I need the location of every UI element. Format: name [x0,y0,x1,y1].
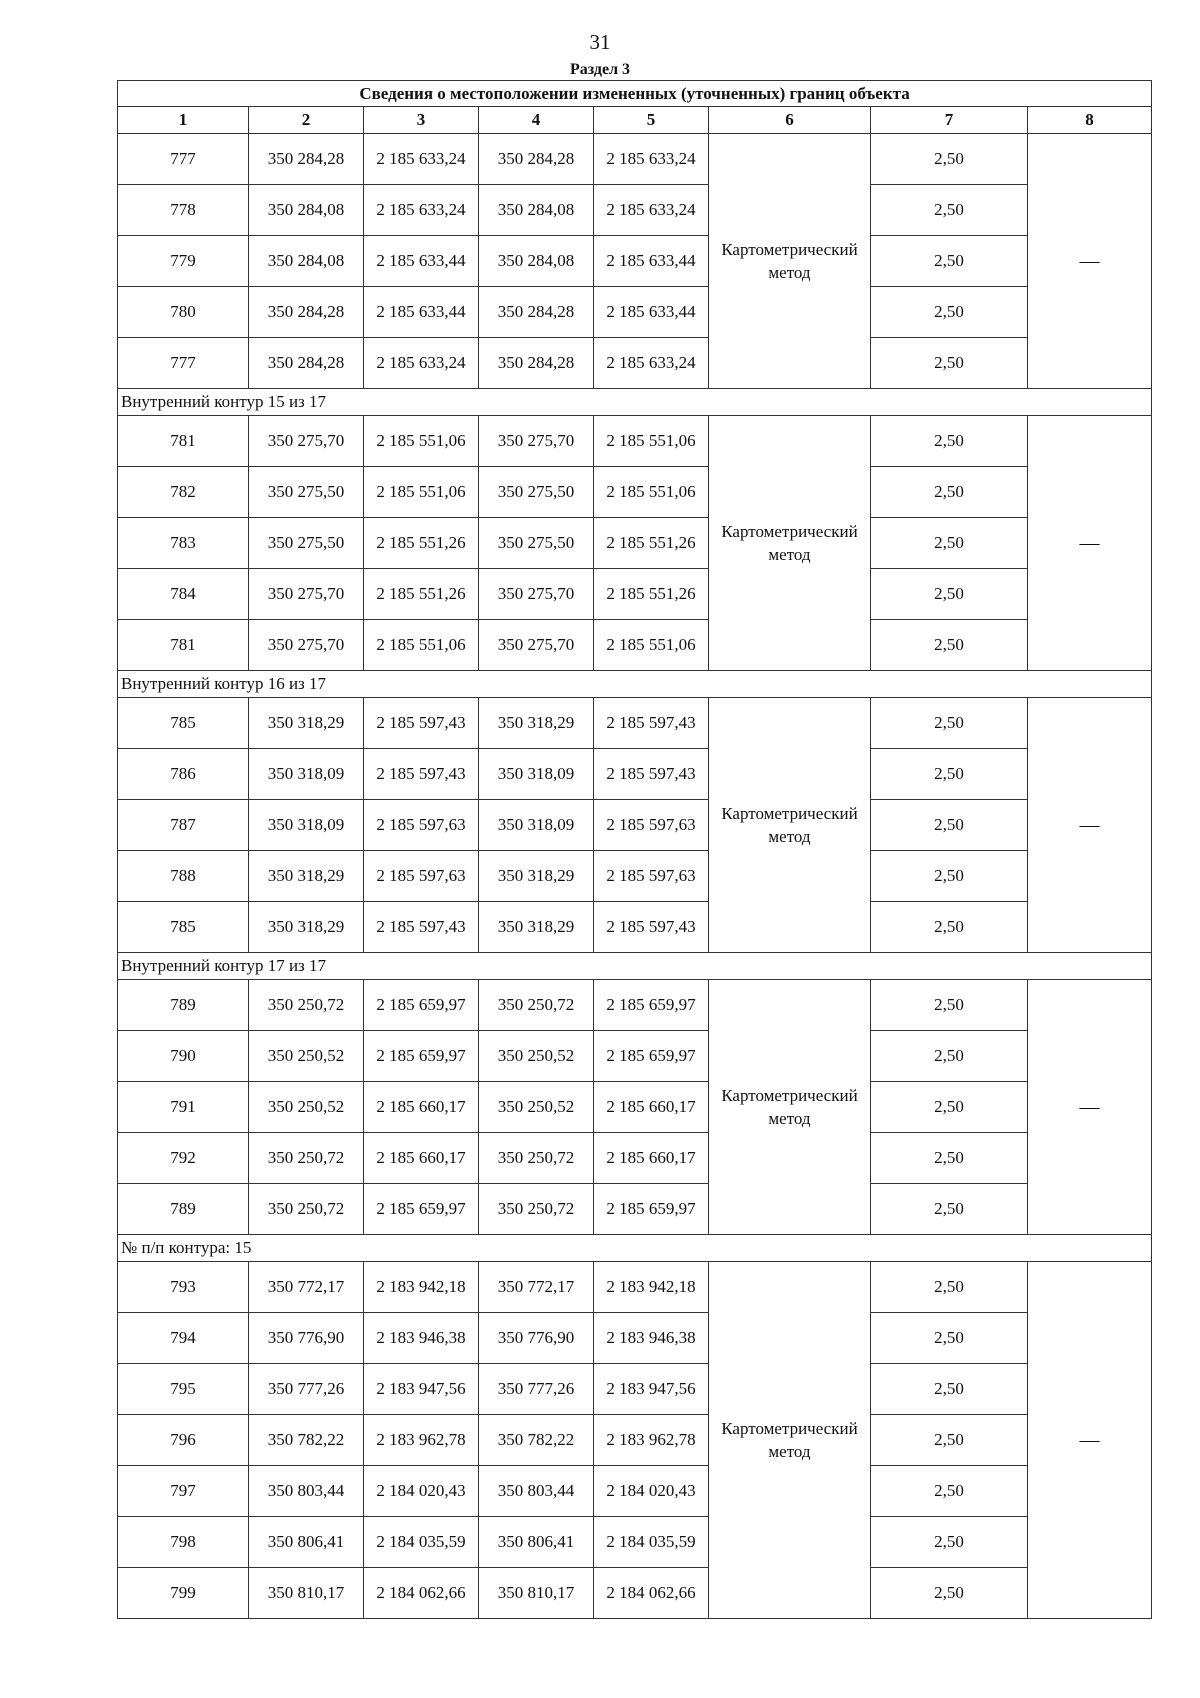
precision-cell: 2,50 [871,1568,1028,1619]
y-coordinate-cell: 2 185 659,97 [594,1184,709,1235]
table-caption: Сведения о местоположении измененных (уточненных) границ объекта [118,81,1152,107]
y-coordinate-cell: 2 183 962,78 [364,1415,479,1466]
precision-cell: 2,50 [871,851,1028,902]
table-row [118,749,1152,800]
point-number-cell: 781 [118,620,249,671]
table-row [118,467,1152,518]
x-coordinate-cell: 350 275,70 [249,620,364,671]
y-coordinate-cell: 2 185 633,24 [364,185,479,236]
point-number-cell: 787 [118,800,249,851]
precision-cell: 2,50 [871,287,1028,338]
x-coordinate-cell: 350 250,72 [249,1184,364,1235]
point-number-cell: 784 [118,569,249,620]
table-row [118,1262,1152,1313]
y-coordinate-cell: 2 184 062,66 [364,1568,479,1619]
x-coordinate-cell: 350 275,50 [479,467,594,518]
x-coordinate-cell: 350 806,41 [249,1517,364,1568]
precision-cell: 2,50 [871,1262,1028,1313]
table-row [118,620,1152,671]
y-coordinate-cell: 2 185 659,97 [364,1184,479,1235]
point-number-cell: 796 [118,1415,249,1466]
y-coordinate-cell: 2 185 597,63 [594,851,709,902]
note-cell: — [1028,134,1152,389]
table-row [118,1133,1152,1184]
x-coordinate-cell: 350 810,17 [479,1568,594,1619]
method-cell: Картометрический метод [709,980,871,1235]
point-number-cell: 783 [118,518,249,569]
y-coordinate-cell: 2 185 659,97 [364,980,479,1031]
y-coordinate-cell: 2 185 633,24 [594,134,709,185]
x-coordinate-cell: 350 284,28 [479,338,594,389]
y-coordinate-cell: 2 185 597,43 [364,749,479,800]
x-coordinate-cell: 350 318,09 [249,800,364,851]
point-number-cell: 793 [118,1262,249,1313]
x-coordinate-cell: 350 250,72 [479,1133,594,1184]
table-row [118,851,1152,902]
table-row [118,1184,1152,1235]
precision-cell: 2,50 [871,1031,1028,1082]
table-row [118,1313,1152,1364]
point-number-cell: 777 [118,134,249,185]
precision-cell: 2,50 [871,134,1028,185]
contour-label: Внутренний контур 16 из 17 [118,671,1152,698]
y-coordinate-cell: 2 183 946,38 [594,1313,709,1364]
y-coordinate-cell: 2 183 962,78 [594,1415,709,1466]
point-number-cell: 785 [118,902,249,953]
x-coordinate-cell: 350 250,72 [249,980,364,1031]
y-coordinate-cell: 2 185 659,97 [594,1031,709,1082]
y-coordinate-cell: 2 185 551,26 [364,569,479,620]
x-coordinate-cell: 350 776,90 [249,1313,364,1364]
x-coordinate-cell: 350 250,72 [479,1184,594,1235]
table-row [118,569,1152,620]
x-coordinate-cell: 350 318,29 [479,902,594,953]
table-row [118,287,1152,338]
table-row [118,1415,1152,1466]
x-coordinate-cell: 350 318,29 [249,698,364,749]
y-coordinate-cell: 2 185 551,06 [364,467,479,518]
y-coordinate-cell: 2 183 942,18 [364,1262,479,1313]
x-coordinate-cell: 350 250,52 [479,1031,594,1082]
y-coordinate-cell: 2 185 659,97 [364,1031,479,1082]
table-row [118,980,1152,1031]
x-coordinate-cell: 350 318,29 [479,698,594,749]
point-number-cell: 798 [118,1517,249,1568]
x-coordinate-cell: 350 776,90 [479,1313,594,1364]
x-coordinate-cell: 350 772,17 [249,1262,364,1313]
y-coordinate-cell: 2 185 633,24 [364,134,479,185]
point-number-cell: 789 [118,980,249,1031]
precision-cell: 2,50 [871,800,1028,851]
y-coordinate-cell: 2 185 551,06 [594,620,709,671]
precision-cell: 2,50 [871,1517,1028,1568]
x-coordinate-cell: 350 777,26 [249,1364,364,1415]
note-cell: — [1028,980,1152,1235]
x-coordinate-cell: 350 275,50 [249,467,364,518]
x-coordinate-cell: 350 318,09 [479,749,594,800]
y-coordinate-cell: 2 184 062,66 [594,1568,709,1619]
point-number-cell: 780 [118,287,249,338]
column-number: 4 [479,107,594,134]
point-number-cell: 794 [118,1313,249,1364]
y-coordinate-cell: 2 185 660,17 [594,1082,709,1133]
y-coordinate-cell: 2 185 660,17 [364,1133,479,1184]
table-row [118,416,1152,467]
column-number: 7 [871,107,1028,134]
point-number-cell: 797 [118,1466,249,1517]
x-coordinate-cell: 350 275,50 [249,518,364,569]
column-number: 6 [709,107,871,134]
precision-cell: 2,50 [871,569,1028,620]
column-number: 3 [364,107,479,134]
contour-label-row [118,389,1152,416]
method-cell: Картометрический метод [709,416,871,671]
point-number-cell: 781 [118,416,249,467]
y-coordinate-cell: 2 185 633,44 [594,287,709,338]
x-coordinate-cell: 350 250,72 [479,980,594,1031]
boundary-coordinates-table [117,80,1152,1619]
y-coordinate-cell: 2 183 946,38 [364,1313,479,1364]
x-coordinate-cell: 350 284,08 [249,236,364,287]
x-coordinate-cell: 350 250,72 [249,1133,364,1184]
x-coordinate-cell: 350 275,70 [249,569,364,620]
x-coordinate-cell: 350 275,70 [479,620,594,671]
contour-label-row [118,1235,1152,1262]
y-coordinate-cell: 2 185 633,24 [364,338,479,389]
table-row [118,1031,1152,1082]
x-coordinate-cell: 350 284,28 [479,134,594,185]
note-cell: — [1028,1262,1152,1619]
x-coordinate-cell: 350 772,17 [479,1262,594,1313]
table-row [118,1082,1152,1133]
point-number-cell: 792 [118,1133,249,1184]
method-cell: Картометрический метод [709,698,871,953]
y-coordinate-cell: 2 185 597,43 [594,902,709,953]
precision-cell: 2,50 [871,1184,1028,1235]
point-number-cell: 799 [118,1568,249,1619]
x-coordinate-cell: 350 284,28 [249,287,364,338]
column-number: 1 [118,107,249,134]
y-coordinate-cell: 2 185 551,06 [364,416,479,467]
table-row [118,698,1152,749]
y-coordinate-cell: 2 185 551,06 [594,416,709,467]
x-coordinate-cell: 350 782,22 [249,1415,364,1466]
point-number-cell: 791 [118,1082,249,1133]
precision-cell: 2,50 [871,1364,1028,1415]
x-coordinate-cell: 350 777,26 [479,1364,594,1415]
y-coordinate-cell: 2 185 597,43 [594,698,709,749]
y-coordinate-cell: 2 185 597,43 [594,749,709,800]
x-coordinate-cell: 350 275,70 [479,569,594,620]
precision-cell: 2,50 [871,1466,1028,1517]
precision-cell: 2,50 [871,980,1028,1031]
contour-label: Внутренний контур 17 из 17 [118,953,1152,980]
x-coordinate-cell: 350 803,44 [249,1466,364,1517]
y-coordinate-cell: 2 185 597,43 [364,698,479,749]
precision-cell: 2,50 [871,1415,1028,1466]
x-coordinate-cell: 350 318,09 [249,749,364,800]
contour-label-row [118,671,1152,698]
precision-cell: 2,50 [871,620,1028,671]
table-row [118,800,1152,851]
contour-label: Внутренний контур 15 из 17 [118,389,1152,416]
note-cell: — [1028,416,1152,671]
table-row [118,902,1152,953]
y-coordinate-cell: 2 185 633,24 [594,338,709,389]
y-coordinate-cell: 2 185 551,26 [364,518,479,569]
y-coordinate-cell: 2 185 597,63 [594,800,709,851]
table-row [118,236,1152,287]
precision-cell: 2,50 [871,749,1028,800]
x-coordinate-cell: 350 318,29 [479,851,594,902]
y-coordinate-cell: 2 184 020,43 [364,1466,479,1517]
table-row [118,134,1152,185]
table-row [118,185,1152,236]
point-number-cell: 789 [118,1184,249,1235]
y-coordinate-cell: 2 185 597,43 [364,902,479,953]
x-coordinate-cell: 350 275,70 [249,416,364,467]
x-coordinate-cell: 350 284,28 [479,287,594,338]
x-coordinate-cell: 350 810,17 [249,1568,364,1619]
point-number-cell: 785 [118,698,249,749]
point-number-cell: 790 [118,1031,249,1082]
x-coordinate-cell: 350 318,09 [479,800,594,851]
x-coordinate-cell: 350 806,41 [479,1517,594,1568]
point-number-cell: 782 [118,467,249,518]
note-cell: — [1028,698,1152,953]
contour-label: № п/п контура: 15 [118,1235,1152,1262]
method-cell: Картометрический метод [709,1262,871,1619]
column-number-row [118,107,1152,134]
y-coordinate-cell: 2 185 551,26 [594,518,709,569]
y-coordinate-cell: 2 185 551,06 [594,467,709,518]
precision-cell: 2,50 [871,1082,1028,1133]
y-coordinate-cell: 2 183 942,18 [594,1262,709,1313]
table-row [118,1568,1152,1619]
table-row [118,1466,1152,1517]
table-row [118,338,1152,389]
x-coordinate-cell: 350 284,08 [479,185,594,236]
point-number-cell: 779 [118,236,249,287]
column-number: 2 [249,107,364,134]
y-coordinate-cell: 2 185 551,26 [594,569,709,620]
y-coordinate-cell: 2 185 633,24 [594,185,709,236]
precision-cell: 2,50 [871,185,1028,236]
x-coordinate-cell: 350 782,22 [479,1415,594,1466]
point-number-cell: 777 [118,338,249,389]
point-number-cell: 795 [118,1364,249,1415]
point-number-cell: 778 [118,185,249,236]
precision-cell: 2,50 [871,1133,1028,1184]
x-coordinate-cell: 350 284,08 [249,185,364,236]
y-coordinate-cell: 2 185 660,17 [594,1133,709,1184]
column-number: 8 [1028,107,1152,134]
x-coordinate-cell: 350 250,52 [249,1031,364,1082]
point-number-cell: 788 [118,851,249,902]
y-coordinate-cell: 2 185 597,63 [364,851,479,902]
precision-cell: 2,50 [871,467,1028,518]
x-coordinate-cell: 350 318,29 [249,851,364,902]
x-coordinate-cell: 350 284,28 [249,134,364,185]
x-coordinate-cell: 350 318,29 [249,902,364,953]
y-coordinate-cell: 2 185 660,17 [364,1082,479,1133]
x-coordinate-cell: 350 250,52 [249,1082,364,1133]
point-number-cell: 786 [118,749,249,800]
table-body [118,134,1152,1619]
table-row [118,518,1152,569]
y-coordinate-cell: 2 183 947,56 [364,1364,479,1415]
y-coordinate-cell: 2 185 659,97 [594,980,709,1031]
precision-cell: 2,50 [871,236,1028,287]
y-coordinate-cell: 2 184 035,59 [364,1517,479,1568]
precision-cell: 2,50 [871,1313,1028,1364]
precision-cell: 2,50 [871,416,1028,467]
precision-cell: 2,50 [871,698,1028,749]
y-coordinate-cell: 2 184 035,59 [594,1517,709,1568]
contour-label-row [118,953,1152,980]
table-caption-row [118,81,1152,107]
precision-cell: 2,50 [871,902,1028,953]
y-coordinate-cell: 2 185 633,44 [594,236,709,287]
y-coordinate-cell: 2 183 947,56 [594,1364,709,1415]
x-coordinate-cell: 350 803,44 [479,1466,594,1517]
section-title: Раздел 3 [569,61,631,78]
y-coordinate-cell: 2 184 020,43 [594,1466,709,1517]
table-row [118,1517,1152,1568]
column-number: 5 [594,107,709,134]
x-coordinate-cell: 350 250,52 [479,1082,594,1133]
precision-cell: 2,50 [871,518,1028,569]
y-coordinate-cell: 2 185 551,06 [364,620,479,671]
y-coordinate-cell: 2 185 633,44 [364,287,479,338]
method-cell: Картометрический метод [709,134,871,389]
precision-cell: 2,50 [871,338,1028,389]
y-coordinate-cell: 2 185 633,44 [364,236,479,287]
x-coordinate-cell: 350 284,08 [479,236,594,287]
table-row [118,1364,1152,1415]
x-coordinate-cell: 350 275,50 [479,518,594,569]
x-coordinate-cell: 350 275,70 [479,416,594,467]
x-coordinate-cell: 350 284,28 [249,338,364,389]
page-number: 31 [589,30,611,54]
y-coordinate-cell: 2 185 597,63 [364,800,479,851]
